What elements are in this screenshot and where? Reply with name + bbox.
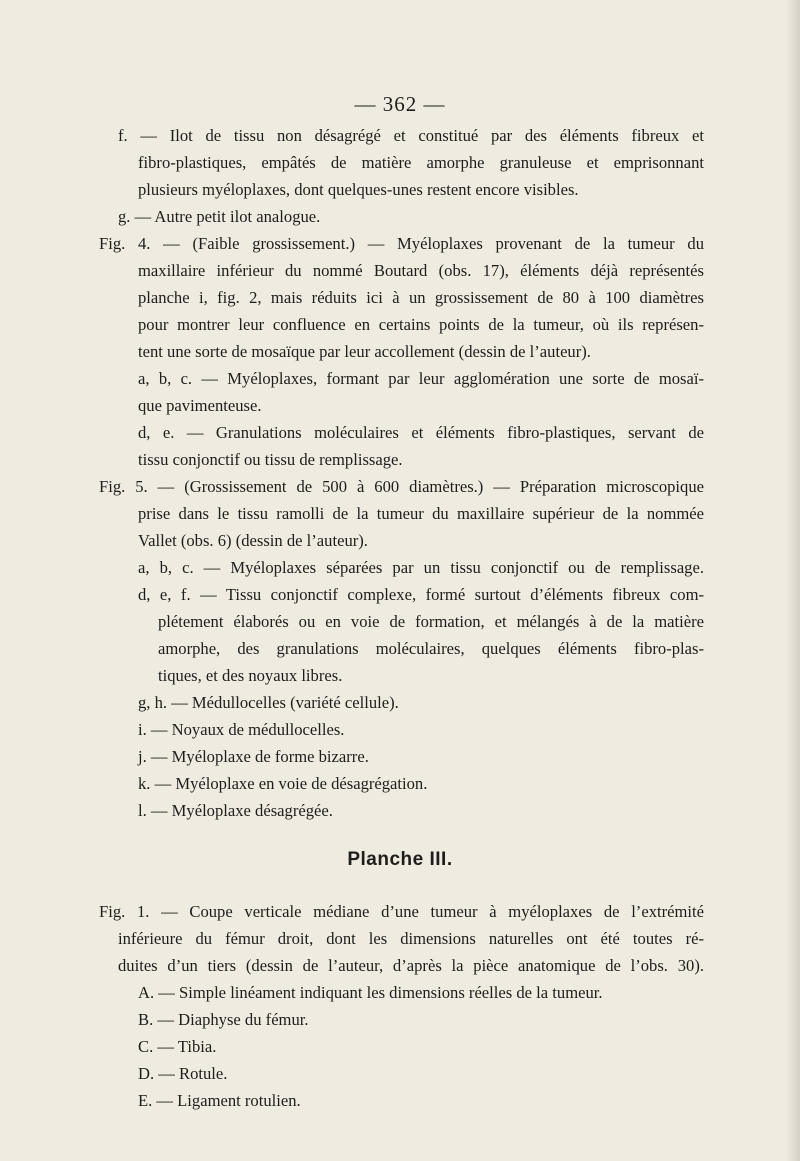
legend-line: maxillaire inférieur du nommé Boutard (obs. 17), éléments déjà représentés <box>138 261 704 280</box>
legend-line: que pavimenteuse. <box>138 396 262 415</box>
legend-line: E. — Ligament rotulien. <box>138 1091 301 1110</box>
legend-line: fibro-plastiques, empâtés de matière amorphe granuleuse et emprisonnant <box>138 153 704 172</box>
legend-line: inférieure du fémur droit, dont les dimensions naturelles ont été toutes ré- <box>118 929 704 948</box>
legend-line: g, h. — Médullocelles (variété cellule). <box>138 693 399 712</box>
legend-line: d, e, f. — Tissu conjonctif complexe, formé surtout d’éléments fibreux com- <box>138 585 704 604</box>
legend-line: a, b, c. — Myéloplaxes, formant par leur agglomération une sorte de mosaï- <box>138 369 704 388</box>
legend-line: tent une sorte de mosaïque par leur accollement (dessin de l’auteur). <box>138 342 591 361</box>
page-edge-shadow <box>786 0 800 1161</box>
legend-line: k. — Myéloplaxe en voie de désagrégation. <box>138 774 428 793</box>
legend-line: amorphe, des granulations moléculaires, quelques éléments fibro-plas- <box>158 639 704 658</box>
legend-line: i. — Noyaux de médullocelles. <box>138 720 345 739</box>
legend-line: C. — Tibia. <box>138 1037 217 1056</box>
legend-line: plétement élaborés ou en voie de formation, et mélangés à de la matière <box>158 612 704 631</box>
legend-line: Fig. 5. — (Grossissement de 500 à 600 diamètres.) — Préparation microscopique <box>99 477 704 496</box>
legend-line: duites d’un tiers (dessin de l’auteur, d’après la pièce anatomique de l’obs. 30). <box>118 956 704 975</box>
legend-line: f. — Ilot de tissu non désagrégé et constitué par des éléments fibreux et <box>118 126 704 145</box>
legend-line: prise dans le tissu ramolli de la tumeur du maxillaire supérieur de la nommée <box>138 504 704 523</box>
legend-line: Vallet (obs. 6) (dessin de l’auteur). <box>138 531 368 550</box>
legend-line: tissu conjonctif ou tissu de remplissage. <box>138 450 403 469</box>
plate-heading: Planche III. <box>347 849 453 870</box>
legend-line: l. — Myéloplaxe désagrégée. <box>138 801 333 820</box>
legend-line: d, e. — Granulations moléculaires et éléments fibro-plastiques, servant de <box>138 423 704 442</box>
legend-line: pour montrer leur confluence en certains points de la tumeur, où ils représen- <box>138 315 704 334</box>
legend-line: A. — Simple linéament indiquant les dimensions réelles de la tumeur. <box>138 983 603 1002</box>
legend-line: a, b, c. — Myéloplaxes séparées par un tissu conjonctif ou de remplissage. <box>138 558 704 577</box>
legend-line: B. — Diaphyse du fémur. <box>138 1010 309 1029</box>
legend-line: D. — Rotule. <box>138 1064 228 1083</box>
legend-line: tiques, et des noyaux libres. <box>158 666 343 685</box>
legend-line: planche i, fig. 2, mais réduits ici à un grossissement de 80 à 100 diamètres <box>138 288 704 307</box>
page-number: — 362 — <box>354 92 446 116</box>
legend-line: g. — Autre petit ilot analogue. <box>118 207 321 226</box>
legend-line: Fig. 4. — (Faible grossissement.) — Myéloplaxes provenant de la tumeur du <box>99 234 704 253</box>
legend-line: j. — Myéloplaxe de forme bizarre. <box>138 747 369 766</box>
legend-line: plusieurs myéloplaxes, dont quelques-unes restent encore visibles. <box>138 180 579 199</box>
legend-line: Fig. 1. — Coupe verticale médiane d’une tumeur à myéloplaxes de l’extrémité <box>99 902 704 921</box>
